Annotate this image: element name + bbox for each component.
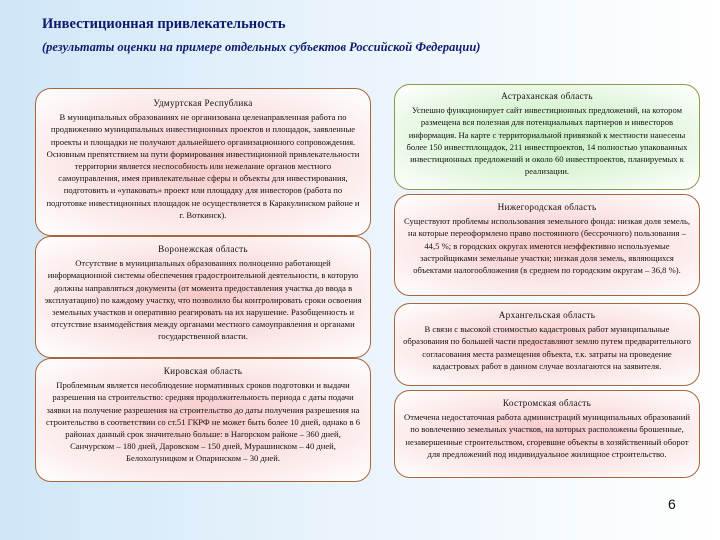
region-text: Отсутствие в муниципальных образованиях полноценно работающей информационной системы обеспечения градостроительной деятельности, в которую должны направляться документы (от момента предоставления участка до ввода в эксплуатацию) по каждому участку, что позволило бы контролировать сроки освоения земельных участков и оперативно реагировать на их нарушение. Разобщенность и отсутствие взаимодействия между органами местного самоуправления и органами государственной власти.	[44, 258, 362, 342]
region-name: Астраханская область	[501, 91, 593, 101]
region-name: Нижегородская область	[497, 202, 597, 212]
page-subtitle: (результаты оценки на примере отдельных субъектов Российской Федерации)	[42, 40, 481, 54]
region-card-voronezh	[35, 236, 371, 358]
region-name: Удмуртская Республика	[153, 98, 253, 108]
region-card-kostroma	[394, 390, 700, 478]
region-name: Костромская область	[502, 398, 592, 408]
region-text: Отмечена недостаточная работа администраций муниципальных образований по вовлечению земельных участков, на которых расположены брошенные, незавершенные строительством, сгоревшие объекты в хозяйственный оборот для предложений под индивидуальное жилищное строительство.	[404, 412, 690, 459]
page-title: Инвестиционная привлекательность	[42, 16, 286, 32]
region-text: Проблемным является несоблюдение нормативных сроков подготовки и выдачи разрешения на строительство: средняя продолжительность периода с даты подачи заявки на получение разрешения на строительство до даты получения разрешения на строительство в соответствии со ст.51 ГКРФ не может быть более 10 дней, однако в 6 районах данный срок значительно больше: в Нагорском районе – 360 дней, Санчурском – 180 дней, Даровском – 150 дней, Мурашинском – 40 дней, Белохолуницком и Опаринском – 30 дней.	[45, 380, 361, 464]
region-text: В муниципальных образованиях не организована целенаправленная работа по продвижению муниципальных инвестиционных проектов и площадок, заявленные проекты и площадки не получают дальнейшего организационного сопровождения. Основным препятствием на пути формирования инвестиционной привлекательности территории является неспособность или нежелание органов местного самоуправления, имея привлекательные сферы и объекты для инвестирования, подготовить и «упаковать» проект или площадку для инвесторов (работа по подготовке инвестиционных площадок не осуществляется в Каракулинском районе и г. Воткинск).	[46, 112, 360, 220]
region-text: Успешно функционирует сайт инвестиционных предложений, на котором размещена вся полезная для потенциальных партнеров и инвесторов информация. На карте с территориальной привязкой к местности нанесены более 150 инвестплощадок, 211 инвестпроектов, 14 полностью упакованных инвестиционных предложений и около 60 инвестпроектов, планируемых к реализации.	[406, 105, 688, 177]
region-text: Существуют проблемы использования земельного фонда: низкая доля земель, на которые переоформлено право постоянного (бессрочного) пользования – 44,5 %; в городских округах имеются неэффективно используемые застройщиками земельные участки; низкая доля земель, являющихся объектами налогообложения (в среднем по городским округам – 36,8 %).	[403, 216, 691, 276]
region-card-arkhangelsk	[394, 303, 700, 386]
region-text: В связи с высокой стоимостью кадастровых работ муниципальные образования по большей части предоставляют землю путем предварительного согласования места размещения объекта, т.к. затраты на проведение кадастровых работ в данном случае возлагаются на заявителя.	[403, 324, 691, 371]
region-name: Кировская область	[163, 366, 243, 376]
region-card-nizhny-novgorod	[394, 194, 700, 296]
region-name: Воронежская область	[158, 244, 248, 254]
region-card-kirov	[35, 358, 371, 482]
region-card-astrakhan	[394, 84, 700, 190]
region-name: Архангельская область	[498, 310, 596, 320]
page-number: 6	[668, 496, 676, 512]
region-card-udmurtia	[35, 88, 371, 236]
